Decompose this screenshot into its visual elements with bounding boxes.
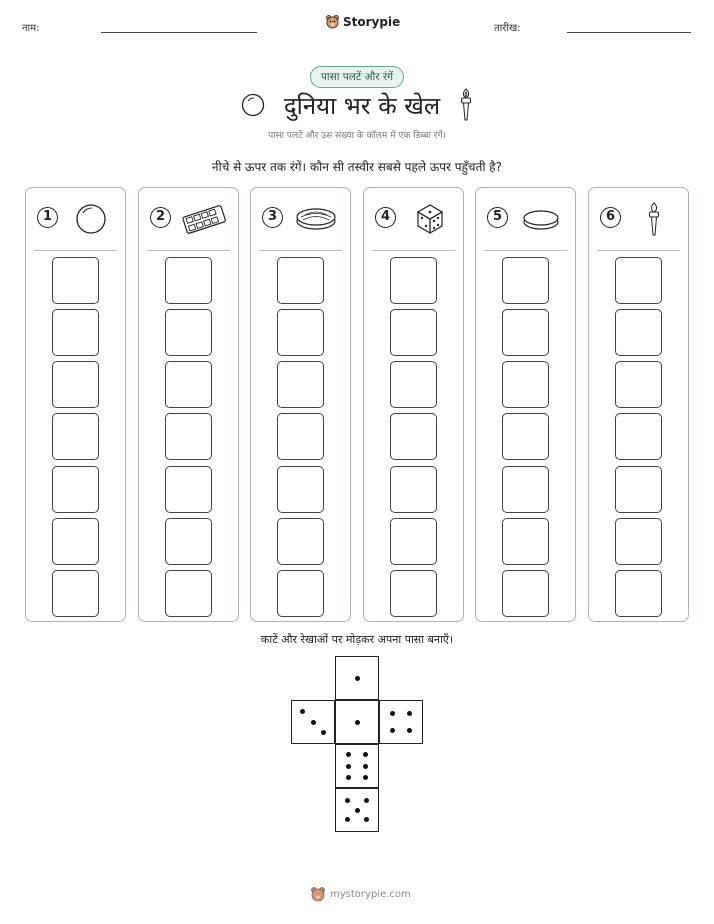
pip [364, 798, 369, 803]
column-number: 1 [37, 207, 58, 228]
column-number: 4 [375, 207, 396, 228]
brand-logo [325, 14, 400, 29]
torch-icon [631, 202, 677, 236]
pip [355, 720, 360, 725]
instruction: नीचे से ऊपर तक रंगें। कौन सी तस्वीर सबसे पहले ऊपर पहुँचती है? [211, 160, 503, 174]
color-box[interactable] [52, 570, 99, 617]
column-divider [259, 250, 342, 251]
torch-icon [458, 88, 474, 122]
pip [363, 764, 368, 769]
color-box[interactable] [277, 257, 324, 304]
color-box[interactable] [390, 309, 437, 356]
page-title: दुनिया भर के खेल [283, 91, 441, 120]
die-face-5 [335, 788, 379, 832]
column-1 [25, 187, 126, 622]
color-box[interactable] [165, 413, 212, 460]
name-label: नाम: [22, 23, 40, 34]
color-box[interactable] [615, 570, 662, 617]
column-number: 2 [150, 207, 171, 228]
brand-name: Storypie [343, 14, 401, 29]
color-box[interactable] [52, 361, 99, 408]
color-box[interactable] [277, 361, 324, 408]
column-number: 3 [262, 207, 283, 228]
column-divider [147, 250, 230, 251]
color-box[interactable] [615, 257, 662, 304]
pip [345, 798, 350, 803]
bear-mascot-icon [325, 14, 340, 29]
title-row [0, 88, 714, 122]
die-face-6 [335, 744, 379, 788]
die-face-1 [335, 656, 379, 700]
color-box[interactable] [390, 570, 437, 617]
tag-wrap [0, 66, 714, 88]
marble-icon [240, 92, 266, 118]
pip [300, 709, 305, 714]
pip [363, 752, 368, 757]
checker-piece-icon [518, 202, 564, 236]
color-box[interactable] [165, 518, 212, 565]
pip [355, 808, 360, 813]
column-divider [597, 250, 680, 251]
dice-icon [406, 202, 452, 236]
color-box[interactable] [52, 257, 99, 304]
pip [311, 720, 316, 725]
cut-instruction: काटें और रेखाओं पर मोड़कर अपना पासा बनाएँ। [260, 633, 454, 646]
color-box[interactable] [615, 518, 662, 565]
column-3 [250, 187, 351, 622]
column-divider [372, 250, 455, 251]
footer-url: mystorypie.com [330, 888, 411, 900]
color-box[interactable] [615, 309, 662, 356]
color-box[interactable] [277, 518, 324, 565]
color-box[interactable] [390, 413, 437, 460]
footer [310, 886, 411, 902]
pip [355, 676, 360, 681]
color-box[interactable] [390, 466, 437, 513]
color-box[interactable] [502, 570, 549, 617]
column-divider [34, 250, 117, 251]
color-box[interactable] [165, 309, 212, 356]
color-box[interactable] [502, 257, 549, 304]
pip [346, 752, 351, 757]
date-label: तारीख: [494, 23, 521, 34]
color-box[interactable] [277, 570, 324, 617]
date-line [567, 32, 691, 33]
color-box[interactable] [165, 570, 212, 617]
column-5 [475, 187, 576, 622]
die-face-3 [291, 700, 335, 744]
pip [321, 730, 326, 735]
color-box[interactable] [52, 413, 99, 460]
color-box[interactable] [390, 257, 437, 304]
color-box[interactable] [502, 413, 549, 460]
column-divider [484, 250, 567, 251]
pip [390, 711, 395, 716]
subtitle: पासा पलटें और उस संख्या के कॉलम में एक डिब्बा रंगें। [268, 131, 446, 141]
die-face-1 [335, 700, 379, 744]
bear-mascot-icon [310, 886, 326, 902]
color-box[interactable] [390, 361, 437, 408]
color-box[interactable] [277, 309, 324, 356]
color-box[interactable] [502, 518, 549, 565]
color-box[interactable] [277, 413, 324, 460]
column-number: 6 [600, 207, 621, 228]
pip [346, 764, 351, 769]
column-number: 5 [487, 207, 508, 228]
pip [363, 775, 368, 780]
pip [407, 728, 412, 733]
color-box[interactable] [615, 413, 662, 460]
pip [345, 817, 350, 822]
column-6 [588, 187, 689, 622]
color-box[interactable] [165, 361, 212, 408]
color-box[interactable] [52, 309, 99, 356]
column-2 [138, 187, 239, 622]
activity-tag: पासा पलटें और रंगें [310, 66, 404, 88]
color-box[interactable] [165, 257, 212, 304]
wooden-disc-icon [293, 202, 339, 236]
color-box[interactable] [502, 466, 549, 513]
color-box[interactable] [502, 361, 549, 408]
color-box[interactable] [277, 466, 324, 513]
color-box[interactable] [615, 361, 662, 408]
marble-icon [68, 202, 114, 236]
color-box[interactable] [165, 466, 212, 513]
color-box[interactable] [502, 309, 549, 356]
color-box[interactable] [390, 518, 437, 565]
color-box[interactable] [52, 518, 99, 565]
die-face-4 [379, 700, 423, 744]
color-box[interactable] [615, 466, 662, 513]
mancala-board-icon [181, 202, 227, 236]
pip [407, 711, 412, 716]
column-4 [363, 187, 464, 622]
color-box[interactable] [52, 466, 99, 513]
pip [390, 728, 395, 733]
pip [346, 775, 351, 780]
pip [364, 817, 369, 822]
name-line [101, 32, 257, 33]
